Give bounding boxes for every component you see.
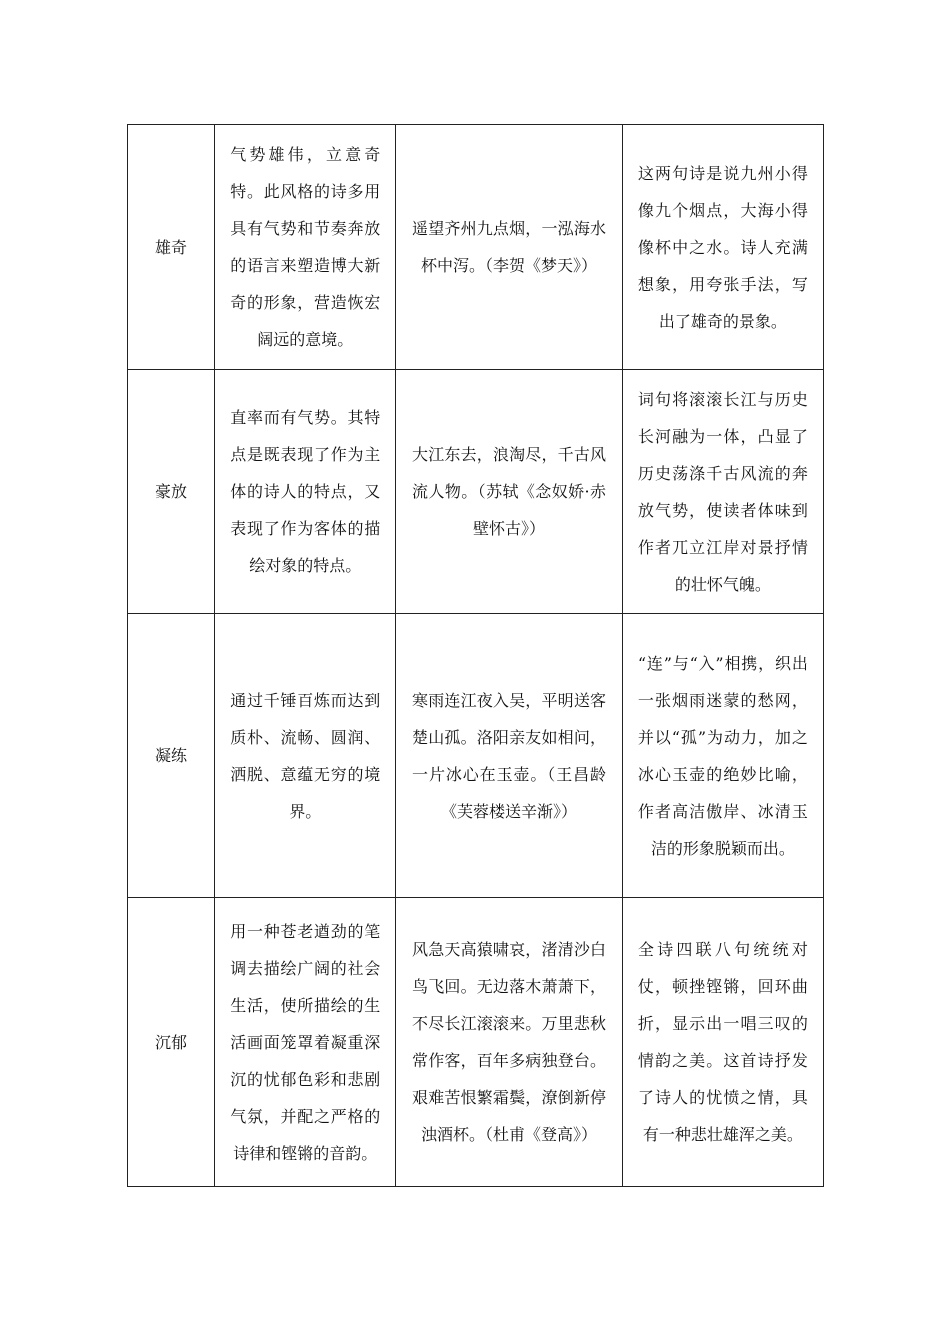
poem-example: 大江东去，浪淘尽，千古风流人物。（苏轼《念奴娇·赤壁怀古》）	[412, 445, 607, 538]
style-name: 雄奇	[155, 237, 188, 257]
table-row	[128, 614, 824, 898]
poetry-style-table	[127, 124, 824, 1187]
example-cell	[396, 125, 622, 370]
description-cell	[215, 614, 396, 898]
analysis-cell	[622, 898, 823, 1187]
analysis-cell	[622, 614, 823, 898]
description-cell	[215, 898, 396, 1187]
example-cell	[396, 370, 622, 614]
analysis-cell	[622, 370, 823, 614]
style-name: 豪放	[155, 482, 188, 501]
style-name: 沉郁	[155, 1032, 188, 1052]
style-name-cell	[128, 614, 215, 898]
description-cell	[215, 370, 396, 614]
style-name-cell	[128, 898, 215, 1187]
description-cell	[215, 125, 396, 370]
example-cell	[396, 614, 622, 898]
poem-example: 风急天高猿啸哀，渚清沙白鸟飞回。无边落木萧萧下，不尽长江滚滚来。万里悲秋常作客，百年多病独登台。艰难苦恨繁霜鬓，潦倒新停浊酒杯。（杜甫《登高》）	[412, 940, 607, 1144]
poem-analysis: 词句将滚滚长江与历史长河融为一体，凸显了历史荡涤千古风流的奔放气势，使读者体味到作者兀立江岸对景抒情的壮怀气魄。	[637, 389, 808, 594]
example-cell	[396, 898, 622, 1187]
table-row	[128, 370, 824, 614]
style-name: 凝练	[155, 746, 188, 765]
style-description: 直率而有气势。其特点是既表现了作为主体的诗人的特点，又表现了作为客体的描绘对象的特点。	[230, 408, 381, 575]
poem-example: 寒雨连江夜入吴，平明送客楚山孤。洛阳亲友如相问，一片冰心在玉壶。（王昌龄《芙蓉楼送辛渐》）	[412, 690, 607, 821]
style-name-cell	[128, 125, 215, 370]
analysis-cell	[622, 125, 823, 370]
style-description: 通过千锤百炼而达到质朴、流畅、圆润、洒脱、意蕴无穷的境界。	[230, 690, 381, 821]
poem-analysis: 全诗四联八句统统对仗，顿挫铿锵，回环曲折，显示出一唱三叹的情韵之美。这首诗抒发了诗人的忧愤之情，具有一种悲壮雄浑之美。	[637, 940, 808, 1144]
table-row	[128, 898, 824, 1187]
style-description: 用一种苍老遒劲的笔调去描绘广阔的社会生活，使所描绘的生活画面笼罩着凝重深沉的忧郁色彩和悲剧气氛，并配之严格的诗律和铿锵的音韵。	[230, 921, 381, 1163]
poem-example: 遥望齐州九点烟，一泓海水杯中泻。（李贺《梦天》）	[412, 219, 607, 275]
poem-analysis: 这两句诗是说九州小得像九个烟点，大海小得像杯中之水。诗人充满想象，用夸张手法，写出了雄奇的景象。	[637, 163, 808, 331]
style-name-cell	[128, 370, 215, 614]
table-row	[128, 125, 824, 370]
poem-analysis: “连”与“入”相携，织出一张烟雨迷蒙的愁网，并以“孤”为动力，加之冰心玉壶的绝妙比喻，作者高洁傲岸、冰清玉洁的形象脱颖而出。	[637, 653, 808, 858]
style-description: 气势雄伟，立意奇特。此风格的诗多用具有气势和节奏奔放的语言来塑造博大新奇的形象，营造恢宏阔远的意境。	[230, 145, 381, 349]
